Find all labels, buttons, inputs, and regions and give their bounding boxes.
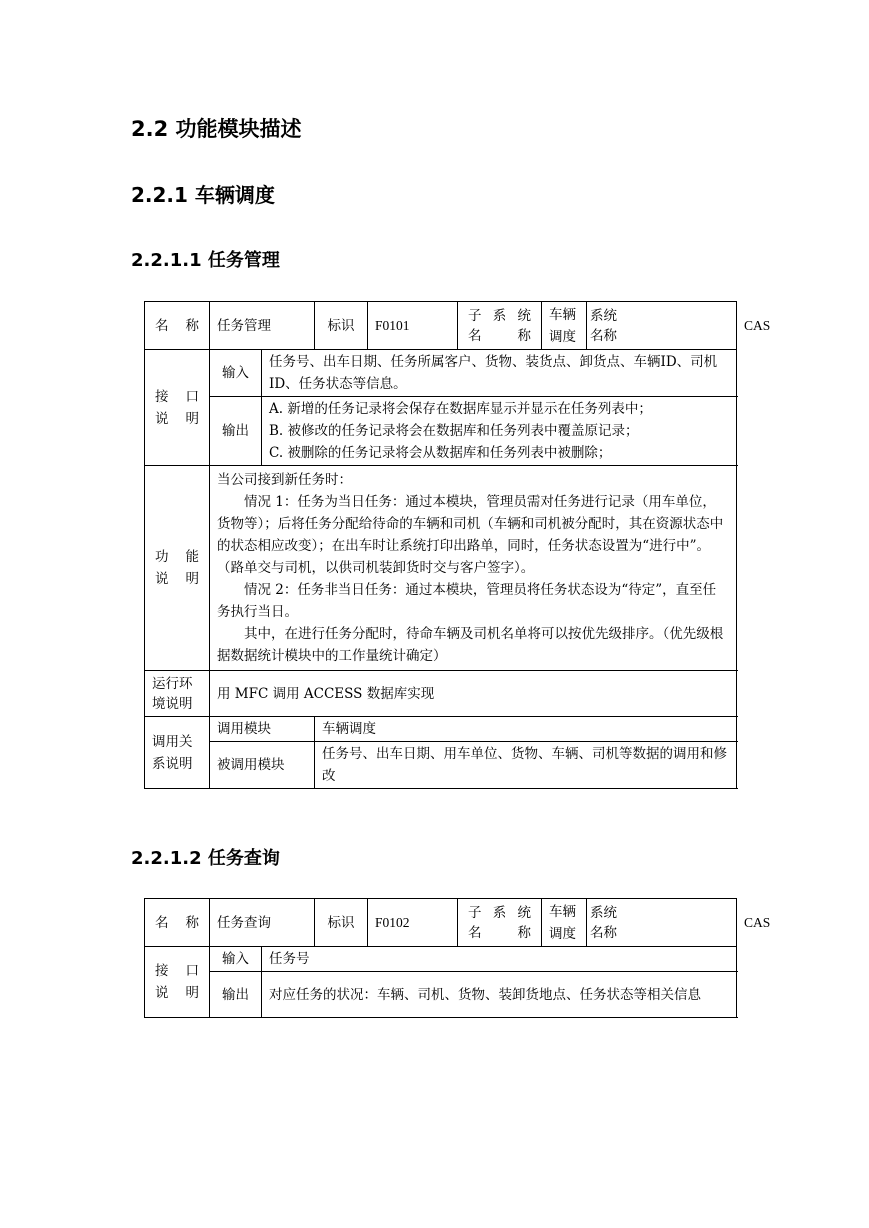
- input-label: 输入: [210, 947, 262, 972]
- subsystem-value: 车辆调度: [542, 899, 587, 947]
- function-note: 其中，在进行任务分配时，待命车辆及司机名单将可以按优先级排序。（优先级根据数据统计模块中的工作量统计确定）: [217, 626, 724, 664]
- input-label: 输入: [210, 350, 262, 397]
- call-relation-label: 调用关系说明: [145, 717, 210, 789]
- input-value: 任务号、出车日期、任务所属客户、货物、装货点、卸货点、车辆ID、司机ID、任务状态等信息。: [262, 350, 737, 397]
- name-label: 名 称: [145, 899, 210, 947]
- id-label: 标识: [315, 302, 368, 350]
- output-line-b: B. 被修改的任务记录将会在数据库和任务列表中覆盖原记录；: [269, 423, 639, 439]
- id-value: F0102: [368, 899, 458, 947]
- id-value: F0101: [368, 302, 458, 350]
- section-heading-task-management: 2.2.1.1 任务管理: [131, 250, 280, 271]
- calls-module-label: 调用模块: [210, 717, 315, 742]
- name-value: 任务管理: [210, 302, 315, 350]
- section-heading-2-2: 2.2 功能模块描述: [131, 117, 302, 141]
- interface-label: 接 口 说 明: [145, 350, 210, 466]
- function-intro: 当公司接到新任务时：: [217, 472, 352, 488]
- name-label: 名 称: [145, 302, 210, 350]
- subsystem-value: 车辆调度: [542, 302, 587, 350]
- interface-label: 接 口 说 明: [145, 947, 210, 1018]
- subsystem-label: 子 系 统 名 称: [458, 899, 542, 947]
- function-case-2: 情况 2：任务非当日任务：通过本模块，管理员将任务状态设为“待定”，直至任务执行当日。: [217, 582, 717, 620]
- called-by-label: 被调用模块: [210, 742, 315, 789]
- task-management-table: 名 称 任务管理 标识 F0101 子 系 统 名 称 车辆调度 系统 名称 CAS 接 口 说 明 输入 任务号、出车日期、任务所属客户、货物、装货点、卸货点、车辆ID、司机ID、任务状态等信息。 输出 A. 新增的任务记录将会保存在数据库显示并显示在任务列表中； B. 被修改的任务记录将会在数据库和任务列表中覆盖原记录； C. 被删除的任务记录将会从数据库和任务列表中被删除； 功 能 说 明 当公司接到新任务时： 情况 1：任务为当日任务：通过本模块，管理员需对任务进行记录（用车单位，货物等）；后将任务分配给待命的车辆和司机（车辆和司机被分配时，其在资源状态中的状态相应改变）；在出车时让系统打印出路单，同时，任务状态设置为“进行中”。（路单交与司机，以供司机装卸货时交与客户签字）。 情况 2：任务非当日任务：通过本模块，管理员将任务状态设为“待定”，直至任务执行当日。 其中，在进行任务分配时，待命车辆及司机名单将可以按优先级排序。（优先级根据数据统计模块中的工作量统计确定） 运行环境说明 用 MFC 调用 ACCESS 数据库实现 调用关系说明 调用模块 车辆调度 被调用模块 任务号、出车日期、用车单位、货物、车辆、司机等数据的调用和修改: [144, 301, 737, 789]
- subsystem-label: 子 系 统 名 称: [458, 302, 542, 350]
- output-line-a: A. 新增的任务记录将会保存在数据库显示并显示在任务列表中；: [269, 401, 652, 417]
- calls-module-value: 车辆调度: [315, 717, 737, 742]
- output-line-c: C. 被删除的任务记录将会从数据库和任务列表中被删除；: [269, 445, 612, 461]
- output-value: [262, 397, 737, 466]
- function-description: [210, 466, 737, 671]
- section-heading-2-2-1: 2.2.1 车辆调度: [131, 183, 275, 207]
- output-label: 输出: [210, 972, 262, 1018]
- name-value: 任务查询: [210, 899, 315, 947]
- output-label: 输出: [210, 397, 262, 466]
- id-label: 标识: [315, 899, 368, 947]
- task-query-table: 名 称 任务查询 标识 F0102 子 系 统 名 称 车辆调度 系统 名称 CAS 接 口 说 明 输入 任务号 输出 对应任务的状况：车辆、司机、货物、装卸货地点、任务状态等相关信息: [144, 898, 737, 1018]
- function-label: 功 能 说 明: [145, 466, 210, 671]
- called-by-value: 任务号、出车日期、用车单位、货物、车辆、司机等数据的调用和修改: [315, 742, 737, 789]
- function-case-1: 情况 1：任务为当日任务：通过本模块，管理员需对任务进行记录（用车单位，货物等）；后将任务分配给待命的车辆和司机（车辆和司机被分配时，其在资源状态中的状态相应改变）；在出车时让系统打印出路单，同时，任务状态设置为“进行中”。（路单交与司机，以供司机装卸货时交与客户签字）。: [217, 494, 724, 576]
- system-name-label: 系统 名称: [587, 302, 737, 350]
- output-value: 对应任务的状况：车辆、司机、货物、装卸货地点、任务状态等相关信息: [262, 972, 737, 1018]
- system-name-label: 系统 名称: [587, 899, 737, 947]
- environment-value: 用 MFC 调用 ACCESS 数据库实现: [210, 671, 737, 717]
- input-value: 任务号: [262, 947, 737, 972]
- section-heading-task-query: 2.2.1.2 任务查询: [131, 848, 280, 869]
- environment-label: 运行环境说明: [145, 671, 210, 717]
